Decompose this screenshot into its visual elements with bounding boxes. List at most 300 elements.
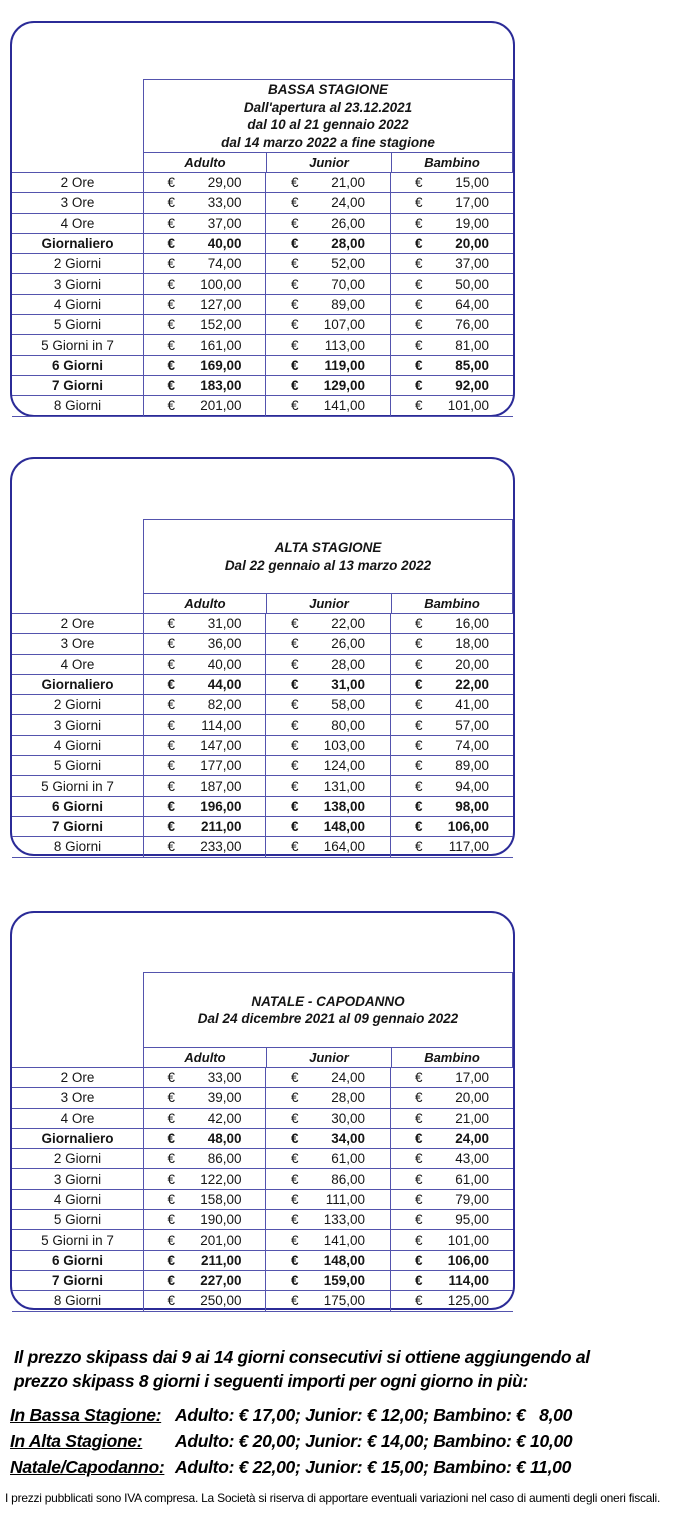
price-value: 48,00	[207, 1131, 242, 1147]
price-box	[415, 1212, 489, 1227]
price-box	[168, 236, 242, 251]
price-box	[168, 175, 242, 190]
table-subtitle-line: dal 10 al 21 gennaio 2022	[247, 117, 409, 132]
price-box	[415, 1293, 489, 1308]
euro-sign: €	[291, 1070, 299, 1086]
price-value: 196,00	[200, 798, 242, 814]
price-box	[291, 236, 365, 251]
price-box	[168, 758, 242, 773]
price-value: 80,00	[331, 717, 365, 733]
price-cell	[143, 335, 265, 354]
row-label-cell: 3 Giorni	[53, 717, 102, 733]
price-cell	[265, 715, 390, 734]
price-cell	[265, 817, 390, 836]
table-row	[12, 356, 513, 376]
table-row	[12, 1109, 513, 1129]
price-cell	[143, 173, 265, 192]
price-value: 43,00	[455, 1151, 489, 1167]
table-row	[12, 1088, 513, 1108]
price-box	[291, 1192, 365, 1207]
euro-sign: €	[291, 798, 299, 814]
price-value: 131,00	[323, 778, 365, 794]
euro-sign: €	[415, 1232, 423, 1248]
row-label-cell: 5 Giorni	[53, 1212, 102, 1228]
notes-section	[10, 1345, 660, 1480]
price-value: 169,00	[200, 357, 242, 373]
price-value: 113,00	[324, 337, 365, 353]
price-cell	[143, 837, 265, 856]
price-box	[415, 398, 489, 413]
price-box	[291, 1070, 365, 1085]
price-cell	[143, 1149, 265, 1168]
price-box	[291, 819, 365, 834]
euro-sign: €	[167, 1090, 176, 1106]
note-label: In Bassa Stagione:	[10, 1405, 162, 1425]
price-value: 28,00	[331, 656, 365, 672]
price-cell	[265, 1068, 390, 1087]
euro-sign: €	[167, 758, 176, 774]
price-cell	[390, 396, 513, 415]
row-label-cell: 7 Giorni	[51, 819, 103, 835]
price-box	[415, 1090, 489, 1105]
price-value: 158,00	[200, 1191, 242, 1207]
column-header-adulto: Adulto	[184, 155, 226, 170]
price-box	[168, 1172, 242, 1187]
price-cell	[143, 1271, 265, 1290]
price-box	[168, 378, 242, 393]
price-cell	[265, 1109, 390, 1128]
price-cell	[265, 1271, 390, 1290]
euro-sign: €	[167, 1293, 176, 1309]
price-value: 211,00	[200, 1252, 242, 1268]
price-box	[291, 1212, 365, 1227]
table-row	[12, 1291, 513, 1311]
euro-sign: €	[291, 1212, 299, 1228]
column-header-row	[143, 1047, 513, 1067]
price-cell	[390, 376, 513, 395]
euro-sign: €	[291, 1110, 299, 1126]
price-cell	[265, 254, 390, 273]
column-header-row	[143, 593, 513, 613]
table-header-box	[143, 972, 513, 1067]
price-cell	[143, 1169, 265, 1188]
price-value: 141,00	[323, 1232, 365, 1248]
table-row	[12, 254, 513, 274]
row-label-cell: 4 Giorni	[53, 1191, 102, 1207]
price-cell	[265, 614, 390, 633]
table-title: ALTA STAGIONE	[274, 540, 382, 555]
price-box	[168, 839, 242, 854]
price-cell	[265, 1251, 390, 1270]
price-box	[415, 277, 489, 292]
row-label-cell: 7 Giorni	[51, 1273, 103, 1289]
price-cell	[143, 1068, 265, 1087]
price-box	[291, 358, 365, 373]
column-header-bambino: Bambino	[391, 1048, 512, 1067]
euro-sign: €	[167, 357, 176, 373]
row-label-cell: 6 Giorni	[51, 1252, 103, 1268]
euro-sign: €	[167, 398, 176, 414]
euro-sign: €	[167, 317, 176, 333]
price-value: 33,00	[207, 1070, 242, 1086]
price-box	[415, 236, 489, 251]
price-cell	[390, 756, 513, 775]
price-cell	[143, 817, 265, 836]
euro-sign: €	[291, 1252, 299, 1268]
price-cell	[390, 797, 513, 816]
table-row	[12, 817, 513, 837]
euro-sign: €	[167, 1232, 176, 1248]
table-subtitle-line: Dall'apertura al 23.12.2021	[243, 99, 413, 115]
price-cell	[143, 736, 265, 755]
price-cell	[265, 376, 390, 395]
price-cell	[390, 1068, 513, 1087]
price-cell	[265, 1088, 390, 1107]
price-box	[291, 636, 365, 651]
price-cell	[143, 254, 265, 273]
price-cell	[143, 756, 265, 775]
price-box	[415, 697, 489, 712]
price-value: 117,00	[448, 839, 489, 855]
notes-paragraph-line: Il prezzo skipass dai 9 ai 14 giorni consecutivi si ottiene aggiungendo al	[14, 1347, 590, 1367]
price-cell	[143, 396, 265, 415]
price-value: 127,00	[200, 296, 242, 312]
euro-sign: €	[415, 317, 423, 333]
euro-sign: €	[167, 1131, 176, 1147]
euro-sign: €	[415, 1191, 423, 1207]
euro-sign: €	[167, 1273, 176, 1289]
price-cell	[143, 1251, 265, 1270]
table-row	[12, 396, 513, 416]
row-label-cell: 6 Giorni	[51, 798, 103, 814]
price-cell	[390, 274, 513, 293]
price-value: 190,00	[200, 1212, 242, 1228]
price-value: 57,00	[455, 717, 489, 733]
price-value: 52,00	[331, 256, 365, 272]
note-row	[10, 1454, 660, 1480]
euro-sign: €	[415, 357, 423, 373]
euro-sign: €	[415, 677, 423, 693]
row-label-cell: 2 Ore	[60, 175, 95, 191]
row-label-cell: 4 Giorni	[53, 296, 102, 312]
row-label-cell: 4 Giorni	[53, 737, 102, 753]
price-box	[291, 398, 365, 413]
table-row	[12, 756, 513, 776]
price-box	[415, 1151, 489, 1166]
price-value: 94,00	[455, 778, 489, 794]
table-header-box	[143, 79, 513, 172]
price-cell	[143, 634, 265, 653]
euro-sign: €	[291, 1151, 299, 1167]
row-label-cell: 3 Ore	[60, 195, 95, 211]
price-cell	[390, 695, 513, 714]
price-value: 33,00	[207, 195, 242, 211]
euro-sign: €	[291, 357, 299, 373]
euro-sign: €	[167, 337, 176, 353]
table-row	[12, 1271, 513, 1291]
price-value: 187,00	[200, 778, 242, 794]
price-box	[415, 378, 489, 393]
row-label-cell: 5 Giorni in 7	[41, 778, 114, 794]
price-value: 92,00	[455, 378, 489, 394]
price-box	[168, 1293, 242, 1308]
euro-sign: €	[167, 1110, 176, 1126]
price-value: 41,00	[455, 697, 489, 713]
price-value: 24,00	[331, 1070, 365, 1086]
column-header-bambino: Bambino	[391, 153, 512, 172]
euro-sign: €	[291, 337, 299, 353]
price-box	[415, 297, 489, 312]
price-cell	[143, 356, 265, 375]
price-cell	[265, 1210, 390, 1229]
price-box	[168, 677, 242, 692]
note-row	[10, 1428, 660, 1454]
price-box	[168, 1273, 242, 1288]
price-table-bassa-stagione	[10, 21, 515, 417]
price-box	[168, 616, 242, 631]
price-cell	[390, 1190, 513, 1209]
price-value: 148,00	[323, 1252, 365, 1268]
price-value: 17,00	[455, 195, 489, 211]
euro-sign: €	[167, 1212, 176, 1228]
price-box	[415, 338, 489, 353]
price-box	[291, 657, 365, 672]
price-box	[415, 1111, 489, 1126]
euro-sign: €	[291, 236, 299, 252]
price-value: 133,00	[323, 1212, 365, 1228]
table-row	[12, 274, 513, 294]
price-value: 19,00	[455, 215, 489, 231]
euro-sign: €	[167, 737, 176, 753]
price-cell	[265, 1190, 390, 1209]
price-box	[415, 175, 489, 190]
price-box	[291, 216, 365, 231]
price-cell	[265, 1149, 390, 1168]
price-box	[168, 1090, 242, 1105]
table-title-block	[143, 519, 513, 593]
price-value: 40,00	[207, 236, 242, 252]
price-cell	[265, 234, 390, 253]
table-row	[12, 797, 513, 817]
fine-print: I prezzi pubblicati sono IVA compresa. La Società si riserva di apportare eventuali variazioni nel caso di aumenti degli oneri fiscali.	[5, 1491, 661, 1505]
euro-sign: €	[291, 636, 299, 652]
price-box	[291, 1172, 365, 1187]
euro-sign: €	[415, 195, 423, 211]
price-box	[415, 1070, 489, 1085]
row-label-cell: 5 Giorni in 7	[41, 1232, 114, 1248]
price-value: 37,00	[455, 256, 489, 272]
price-box	[415, 779, 489, 794]
price-cell	[265, 396, 390, 415]
euro-sign: €	[415, 737, 423, 753]
euro-sign: €	[291, 1131, 299, 1147]
price-box	[415, 616, 489, 631]
price-cell	[265, 634, 390, 653]
price-value: 24,00	[455, 1131, 489, 1147]
euro-sign: €	[291, 195, 299, 211]
euro-sign: €	[415, 1273, 423, 1289]
euro-sign: €	[415, 1151, 423, 1167]
price-cell	[143, 655, 265, 674]
price-value: 159,00	[323, 1273, 365, 1289]
table-row	[12, 776, 513, 796]
price-box	[291, 277, 365, 292]
table-row	[12, 1068, 513, 1088]
price-value: 138,00	[323, 798, 365, 814]
euro-sign: €	[167, 717, 176, 733]
price-cell	[390, 234, 513, 253]
price-cell	[390, 1291, 513, 1310]
price-cell	[143, 614, 265, 633]
table-row	[12, 1129, 513, 1149]
price-value: 106,00	[447, 819, 489, 835]
euro-sign: €	[167, 1191, 176, 1207]
price-box	[291, 195, 365, 210]
euro-sign: €	[167, 778, 176, 794]
price-box	[415, 718, 489, 733]
price-value: 22,00	[331, 616, 365, 632]
price-cell	[265, 736, 390, 755]
price-cell	[390, 173, 513, 192]
price-box	[168, 1111, 242, 1126]
price-cell	[265, 193, 390, 212]
euro-sign: €	[415, 337, 423, 353]
price-cell	[143, 776, 265, 795]
price-box	[168, 317, 242, 332]
row-label-cell: 4 Ore	[60, 215, 95, 231]
price-box	[168, 738, 242, 753]
price-value: 201,00	[200, 398, 242, 414]
price-value: 141,00	[323, 398, 365, 414]
row-label-cell: Giornaliero	[41, 236, 114, 252]
price-box	[168, 697, 242, 712]
price-box	[168, 799, 242, 814]
euro-sign: €	[167, 656, 176, 672]
price-box	[291, 677, 365, 692]
price-cell	[390, 315, 513, 334]
price-box	[168, 1070, 242, 1085]
price-value: 22,00	[455, 677, 489, 693]
price-cell	[390, 1230, 513, 1249]
price-box	[415, 839, 489, 854]
row-label-cell: 3 Giorni	[53, 1171, 102, 1187]
price-cell	[143, 1129, 265, 1148]
euro-sign: €	[415, 1252, 423, 1268]
price-value: 31,00	[207, 616, 242, 632]
price-value: 70,00	[331, 276, 365, 292]
price-value: 26,00	[331, 636, 365, 652]
euro-sign: €	[167, 1151, 176, 1167]
price-box	[291, 779, 365, 794]
price-box	[291, 297, 365, 312]
price-box	[291, 1131, 365, 1146]
euro-sign: €	[167, 839, 176, 855]
euro-sign: €	[415, 236, 423, 252]
table-header-box	[143, 519, 513, 613]
euro-sign: €	[291, 1090, 299, 1106]
price-value: 82,00	[207, 697, 242, 713]
price-box	[168, 1233, 242, 1248]
euro-sign: €	[415, 1070, 423, 1086]
euro-sign: €	[415, 839, 423, 855]
euro-sign: €	[167, 819, 176, 835]
price-box	[291, 1111, 365, 1126]
price-cell	[143, 675, 265, 694]
price-cell	[390, 356, 513, 375]
row-label-cell: 3 Ore	[60, 1090, 95, 1106]
price-value: 37,00	[207, 215, 242, 231]
price-box	[415, 1233, 489, 1248]
row-label-cell: 8 Giorni	[53, 398, 102, 414]
price-cell	[390, 254, 513, 273]
price-box	[415, 358, 489, 373]
price-box	[291, 616, 365, 631]
price-box	[168, 216, 242, 231]
price-value: 58,00	[331, 697, 365, 713]
price-value: 114,00	[448, 1273, 489, 1289]
price-value: 20,00	[455, 236, 489, 252]
price-value: 74,00	[207, 256, 242, 272]
price-cell	[143, 1210, 265, 1229]
notes-rows	[10, 1402, 660, 1480]
note-detail: Adulto: € 20,00; Junior: € 14,00; Bambino: € 10,00	[175, 1431, 573, 1451]
euro-sign: €	[167, 195, 176, 211]
price-value: 233,00	[200, 839, 242, 855]
euro-sign: €	[291, 1273, 299, 1289]
table-row	[12, 1149, 513, 1169]
price-box	[291, 799, 365, 814]
price-cell	[265, 776, 390, 795]
price-value: 95,00	[455, 1212, 489, 1228]
euro-sign: €	[167, 296, 176, 312]
price-box	[168, 297, 242, 312]
table-row	[12, 634, 513, 654]
table-rows	[12, 1067, 513, 1312]
table-rows	[12, 172, 513, 417]
price-value: 129,00	[323, 378, 365, 394]
price-box	[415, 1131, 489, 1146]
price-value: 250,00	[200, 1293, 242, 1309]
price-cell	[143, 376, 265, 395]
price-cell	[390, 736, 513, 755]
price-cell	[143, 1291, 265, 1310]
price-value: 125,00	[447, 1293, 489, 1309]
price-value: 34,00	[331, 1131, 365, 1147]
price-value: 106,00	[447, 1252, 489, 1268]
row-label-cell: 5 Giorni in 7	[41, 337, 114, 353]
euro-sign: €	[167, 236, 176, 252]
note-detail: Adulto: € 17,00; Junior: € 12,00; Bambino: € 8,00	[175, 1405, 573, 1425]
table-subtitle-line: dal 14 marzo 2022 a fine stagione	[221, 134, 435, 150]
price-box	[291, 697, 365, 712]
note-label: Natale/Capodanno:	[10, 1457, 165, 1477]
price-cell	[390, 1129, 513, 1148]
price-value: 119,00	[324, 357, 365, 373]
price-value: 39,00	[207, 1090, 242, 1106]
row-label-cell: 7 Giorni	[51, 378, 103, 394]
price-value: 177,00	[200, 758, 242, 774]
price-value: 161,00	[200, 337, 242, 353]
table-title: BASSA STAGIONE	[267, 82, 388, 97]
euro-sign: €	[291, 1171, 299, 1187]
price-cell	[265, 173, 390, 192]
price-value: 61,00	[455, 1171, 489, 1187]
price-value: 36,00	[207, 636, 242, 652]
euro-sign: €	[415, 398, 423, 414]
euro-sign: €	[167, 378, 176, 394]
price-cell	[390, 335, 513, 354]
euro-sign: €	[415, 1110, 423, 1126]
